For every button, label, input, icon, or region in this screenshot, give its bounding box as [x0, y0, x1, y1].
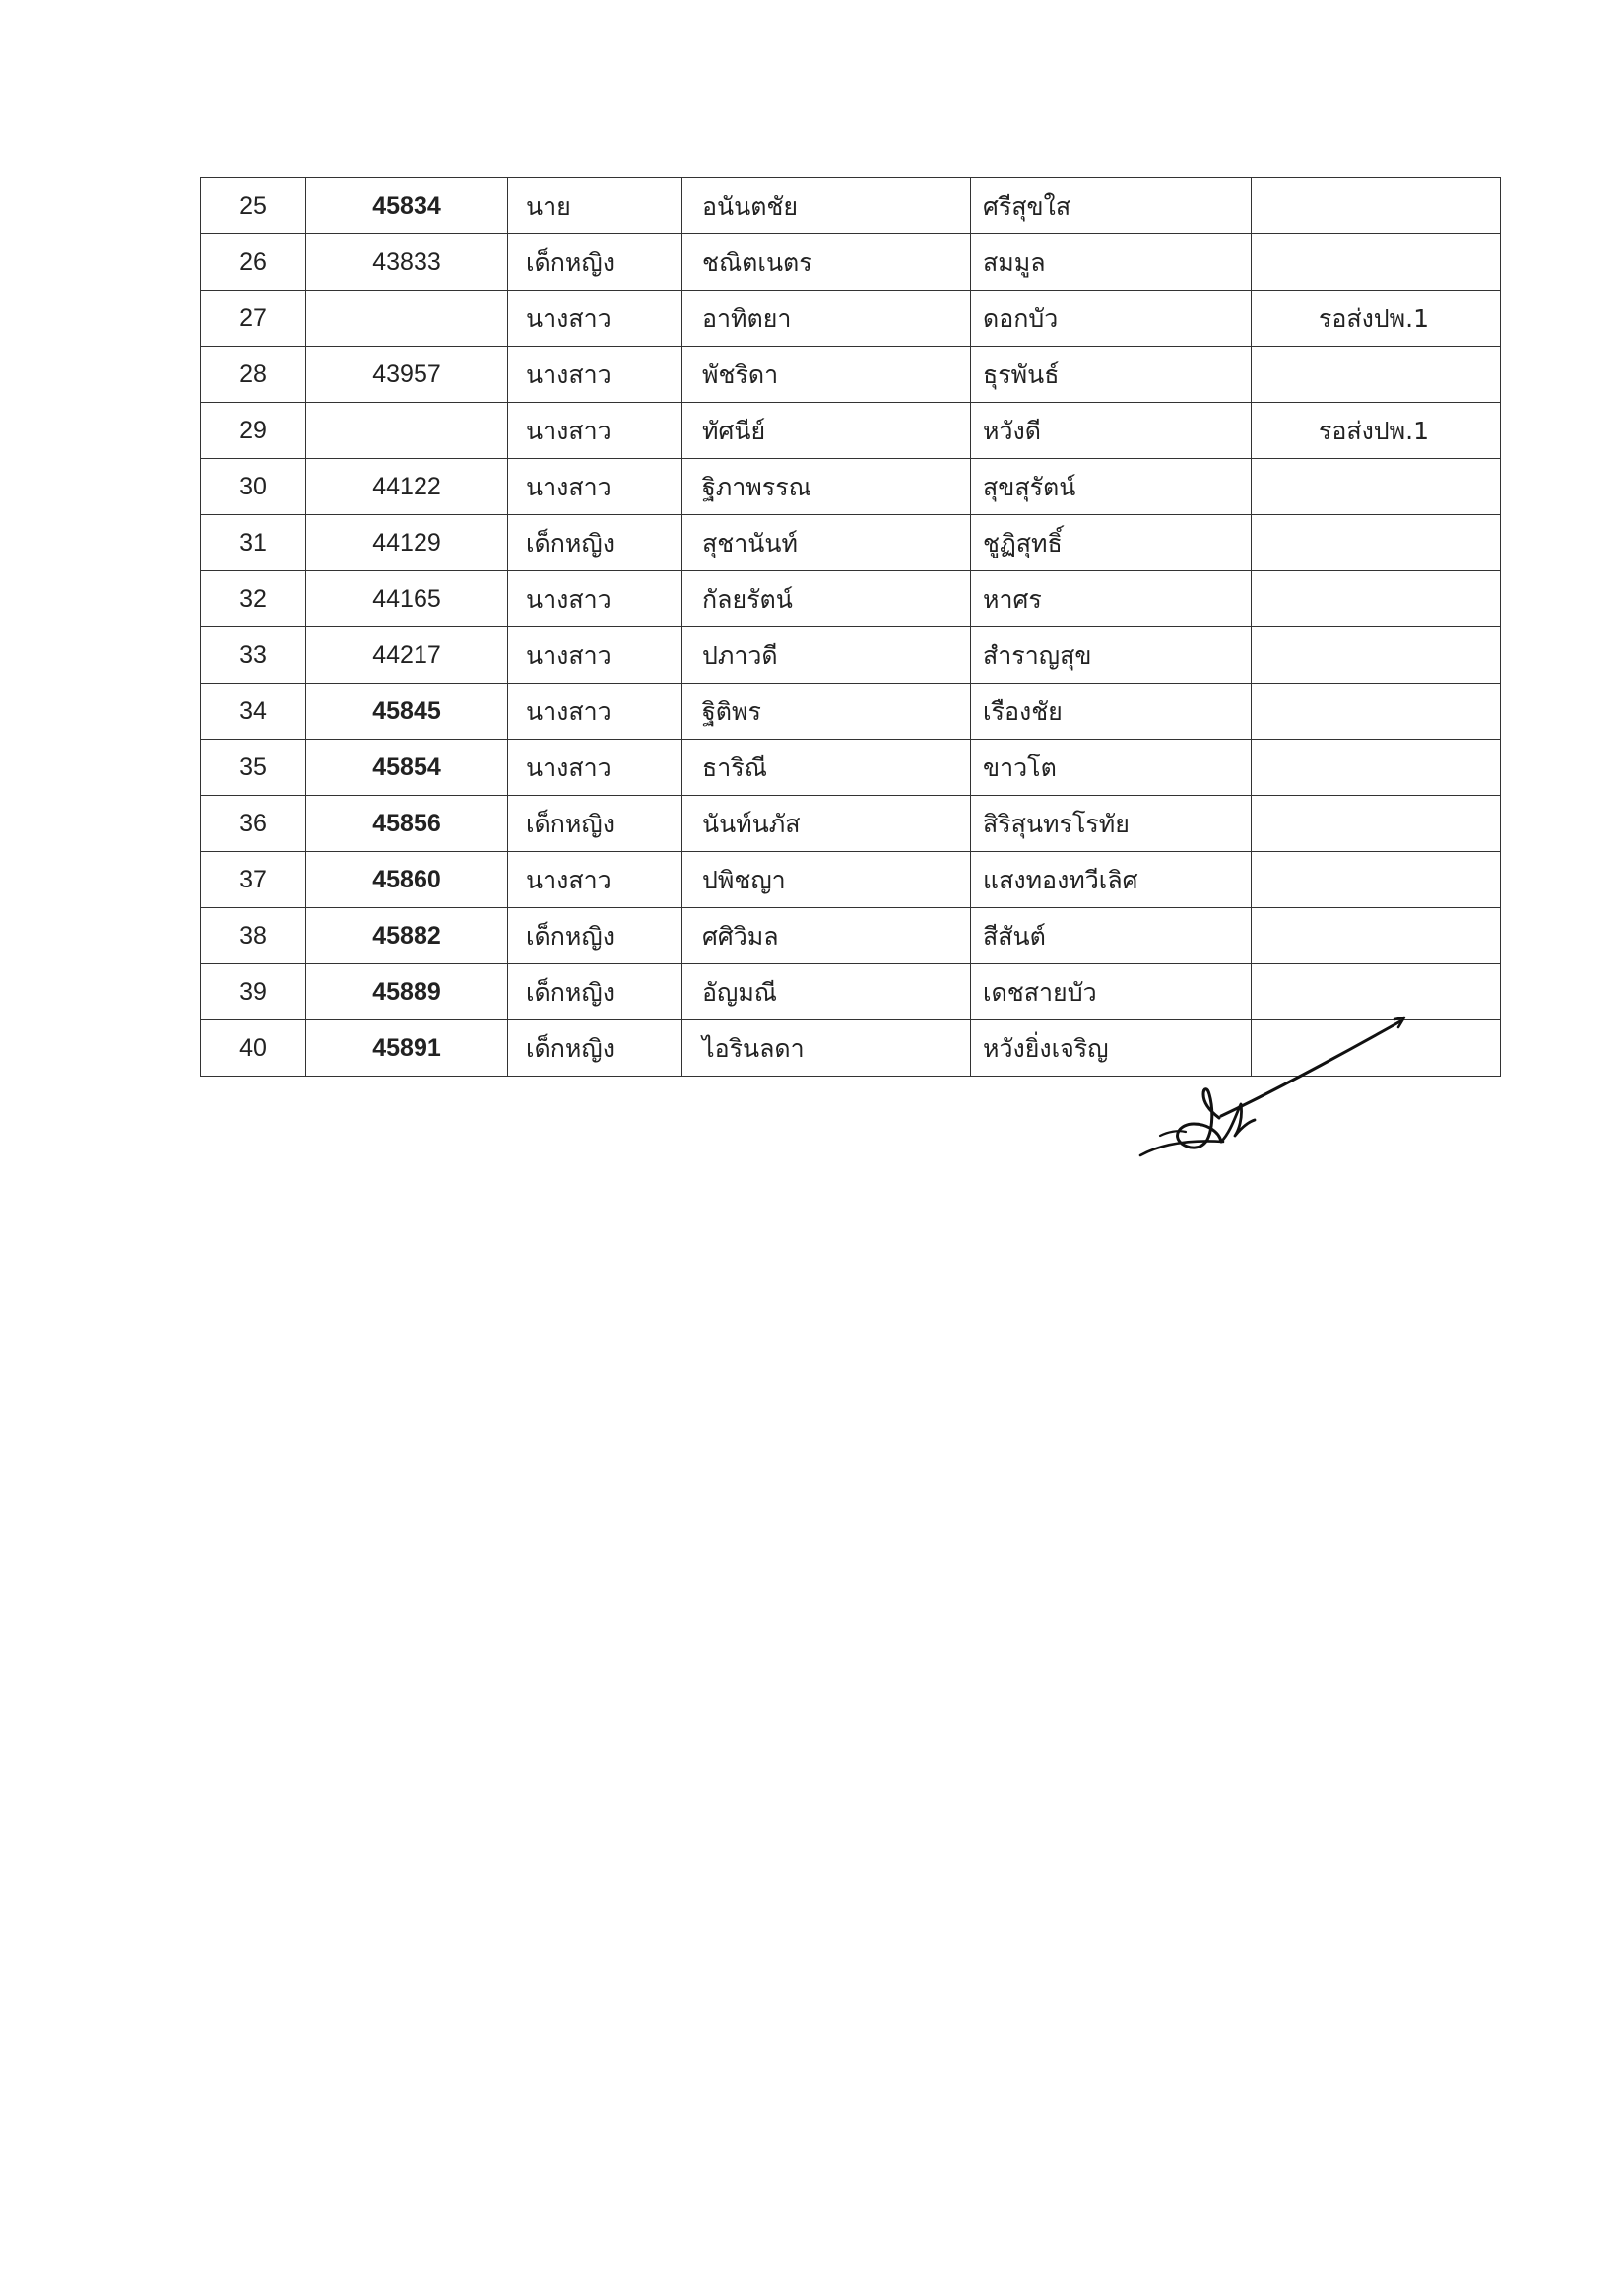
- row-number-cell: 34: [201, 684, 306, 740]
- last-name-cell: แสงทองทวีเลิศ: [971, 852, 1252, 908]
- student-roster-table: [200, 177, 1501, 1077]
- row-number-cell: 38: [201, 908, 306, 964]
- last-name-cell: หวังดี: [971, 403, 1252, 459]
- note-cell: [1252, 459, 1501, 515]
- row-number-cell: 33: [201, 627, 306, 684]
- table-row: [201, 403, 1501, 459]
- first-name-cell: กัลยรัตน์: [682, 571, 971, 627]
- name-title-cell: นางสาว: [508, 852, 682, 908]
- name-title-cell: นางสาว: [508, 403, 682, 459]
- name-title-cell: เด็กหญิง: [508, 1020, 682, 1077]
- last-name-cell: ธุรพันธ์: [971, 347, 1252, 403]
- student-id-cell: 45882: [306, 908, 508, 964]
- first-name-cell: ฐิติพร: [682, 684, 971, 740]
- last-name-cell: ขาวโต: [971, 740, 1252, 796]
- note-cell: [1252, 627, 1501, 684]
- name-title-cell: เด็กหญิง: [508, 515, 682, 571]
- student-id-cell: 45854: [306, 740, 508, 796]
- roster-body: [201, 178, 1501, 1077]
- last-name-cell: เดชสายบัว: [971, 964, 1252, 1020]
- name-title-cell: นางสาว: [508, 291, 682, 347]
- row-number-cell: 30: [201, 459, 306, 515]
- note-cell: [1252, 571, 1501, 627]
- student-id-cell: 44129: [306, 515, 508, 571]
- table-row: [201, 234, 1501, 291]
- first-name-cell: ปพิชญา: [682, 852, 971, 908]
- note-cell: [1252, 908, 1501, 964]
- row-number-cell: 27: [201, 291, 306, 347]
- note-cell: [1252, 740, 1501, 796]
- table-row: [201, 291, 1501, 347]
- last-name-cell: สุขสุรัตน์: [971, 459, 1252, 515]
- name-title-cell: เด็กหญิง: [508, 234, 682, 291]
- name-title-cell: นางสาว: [508, 347, 682, 403]
- note-cell: [1252, 347, 1501, 403]
- row-number-cell: 37: [201, 852, 306, 908]
- row-number-cell: 36: [201, 796, 306, 852]
- first-name-cell: ไอรินลดา: [682, 1020, 971, 1077]
- last-name-cell: สิริสุนทรโรทัย: [971, 796, 1252, 852]
- first-name-cell: ชณิตเนตร: [682, 234, 971, 291]
- first-name-cell: ทัศนีย์: [682, 403, 971, 459]
- first-name-cell: สุชานันท์: [682, 515, 971, 571]
- table-row: [201, 796, 1501, 852]
- last-name-cell: หาศร: [971, 571, 1252, 627]
- table-row: [201, 515, 1501, 571]
- name-title-cell: นาย: [508, 178, 682, 234]
- last-name-cell: เรืองชัย: [971, 684, 1252, 740]
- last-name-cell: หวังยิ่งเจริญ: [971, 1020, 1252, 1077]
- table-row: [201, 459, 1501, 515]
- row-number-cell: 32: [201, 571, 306, 627]
- first-name-cell: พัชริดา: [682, 347, 971, 403]
- table-row: [201, 740, 1501, 796]
- name-title-cell: นางสาว: [508, 459, 682, 515]
- row-number-cell: 26: [201, 234, 306, 291]
- name-title-cell: เด็กหญิง: [508, 964, 682, 1020]
- first-name-cell: อาทิตยา: [682, 291, 971, 347]
- student-id-cell: 45856: [306, 796, 508, 852]
- student-id-cell: 44217: [306, 627, 508, 684]
- first-name-cell: อนันตชัย: [682, 178, 971, 234]
- last-name-cell: สำราญสุข: [971, 627, 1252, 684]
- handwritten-signature: [1133, 1010, 1408, 1167]
- student-id-cell: [306, 291, 508, 347]
- note-cell: [1252, 178, 1501, 234]
- note-cell: [1252, 684, 1501, 740]
- last-name-cell: ชูฏิสุทธิ์: [971, 515, 1252, 571]
- note-cell: [1252, 515, 1501, 571]
- note-cell: [1252, 852, 1501, 908]
- student-id-cell: [306, 403, 508, 459]
- first-name-cell: ฐิภาพรรณ: [682, 459, 971, 515]
- table-row: [201, 852, 1501, 908]
- row-number-cell: 25: [201, 178, 306, 234]
- student-id-cell: 44165: [306, 571, 508, 627]
- name-title-cell: นางสาว: [508, 740, 682, 796]
- name-title-cell: เด็กหญิง: [508, 908, 682, 964]
- table-row: [201, 627, 1501, 684]
- last-name-cell: สีสันต์: [971, 908, 1252, 964]
- note-cell: [1252, 796, 1501, 852]
- table-row: [201, 347, 1501, 403]
- table-row: [201, 178, 1501, 234]
- row-number-cell: 39: [201, 964, 306, 1020]
- first-name-cell: นันท์นภัส: [682, 796, 971, 852]
- note-cell: รอส่งปพ.1: [1252, 291, 1501, 347]
- student-id-cell: 45845: [306, 684, 508, 740]
- last-name-cell: ดอกบัว: [971, 291, 1252, 347]
- table-row: [201, 571, 1501, 627]
- row-number-cell: 28: [201, 347, 306, 403]
- name-title-cell: นางสาว: [508, 627, 682, 684]
- table-row: [201, 684, 1501, 740]
- student-id-cell: 45891: [306, 1020, 508, 1077]
- first-name-cell: ศศิวิมล: [682, 908, 971, 964]
- first-name-cell: ปภาวดี: [682, 627, 971, 684]
- note-cell: [1252, 234, 1501, 291]
- last-name-cell: ศรีสุขใส: [971, 178, 1252, 234]
- name-title-cell: นางสาว: [508, 571, 682, 627]
- table-row: [201, 908, 1501, 964]
- student-id-cell: 43957: [306, 347, 508, 403]
- first-name-cell: ธาริณี: [682, 740, 971, 796]
- student-id-cell: 43833: [306, 234, 508, 291]
- row-number-cell: 35: [201, 740, 306, 796]
- first-name-cell: อัญมณี: [682, 964, 971, 1020]
- last-name-cell: สมมูล: [971, 234, 1252, 291]
- note-cell: รอส่งปพ.1: [1252, 403, 1501, 459]
- student-id-cell: 45860: [306, 852, 508, 908]
- name-title-cell: นางสาว: [508, 684, 682, 740]
- row-number-cell: 31: [201, 515, 306, 571]
- name-title-cell: เด็กหญิง: [508, 796, 682, 852]
- row-number-cell: 40: [201, 1020, 306, 1077]
- student-id-cell: 45834: [306, 178, 508, 234]
- student-id-cell: 45889: [306, 964, 508, 1020]
- row-number-cell: 29: [201, 403, 306, 459]
- student-id-cell: 44122: [306, 459, 508, 515]
